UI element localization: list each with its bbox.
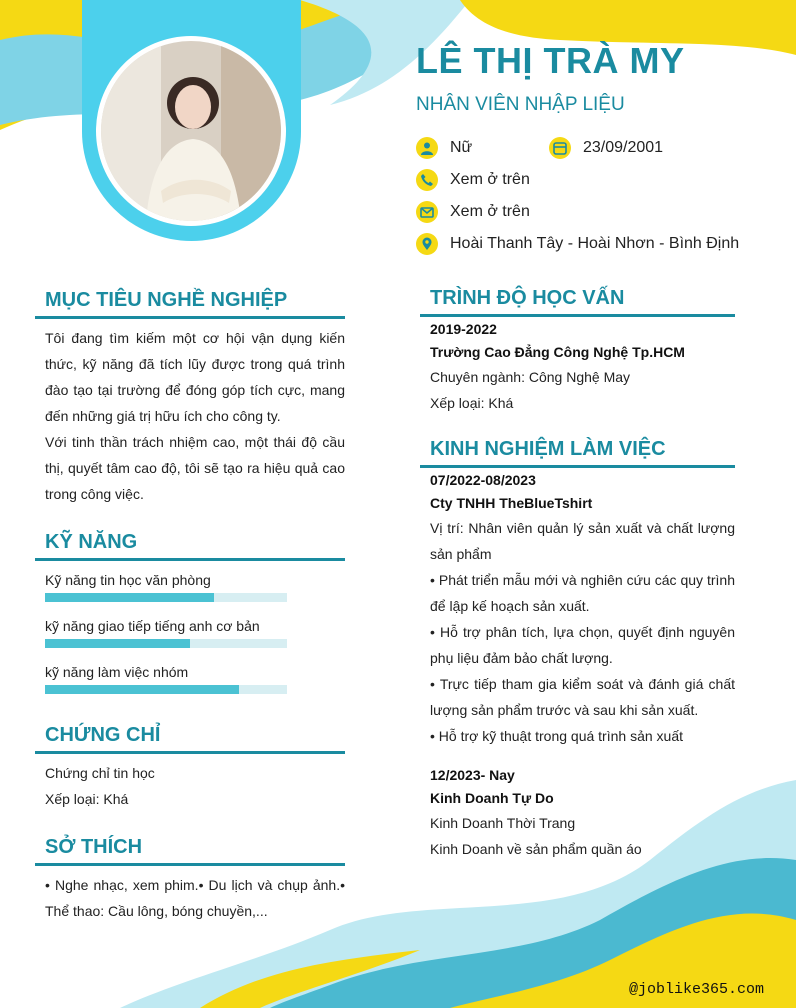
skills-heading: KỸ NĂNG [45, 531, 138, 553]
footer-watermark: @joblike365.com [628, 981, 764, 998]
email-value: Xem ở trên [450, 203, 530, 220]
hobbies-text: • Nghe nhạc, xem phim.• Du lịch và chụp ảnh.• Thể thao: Cầu lông, bóng chuyền,... [45, 877, 345, 919]
education-school: Trường Cao Đẳng Công Nghệ Tp.HCM [430, 344, 685, 360]
certificate-name: Chứng chỉ tin học [45, 765, 155, 781]
user-icon [416, 137, 438, 159]
phone-icon [416, 169, 438, 191]
birthdate-row [549, 137, 663, 159]
job-period: 12/2023- Nay [430, 767, 515, 783]
objective-rule [35, 316, 345, 319]
skill-bar-track [45, 685, 287, 694]
hobbies-rule [35, 863, 345, 866]
phone-value: Xem ở trên [450, 171, 530, 188]
certificate-grade: Xếp loại: Khá [45, 791, 129, 807]
certificates-rule [35, 751, 345, 754]
job-period: 07/2022-08/2023 [430, 472, 536, 488]
job-detail: Kinh Doanh về sản phẩm quần áo [430, 841, 642, 857]
job-company: Kinh Doanh Tự Do [430, 790, 554, 806]
skill-label: Kỹ năng tin học văn phòng [45, 572, 211, 588]
objective-heading: MỤC TIÊU NGHỀ NGHIỆP [45, 289, 288, 311]
address-value: Hoài Thanh Tây - Hoài Nhơn - Bình Định [450, 235, 740, 252]
experience-rule [420, 465, 735, 468]
birthdate-value: 23/09/2001 [583, 139, 664, 156]
skill-bar-track [45, 593, 287, 602]
objective-paragraph-2: Với tinh thần trách nhiệm cao, một thái độ cầu thị, quyết tâm cao độ, tôi sẽ tạo ra hiệu quả cao trong công việc. [45, 434, 345, 502]
job-detail: Kinh Doanh Thời Trang [430, 815, 576, 831]
job-bullet: • Trực tiếp tham gia kiểm soát và đánh giá chất lượng sản phẩm trước và sau khi sản xuất. [430, 676, 735, 718]
skill-label: kỹ năng giao tiếp tiếng anh cơ bản [45, 618, 260, 634]
hobbies-heading: SỞ THÍCH [45, 836, 143, 858]
job-bullet: • Hỗ trợ kỹ thuật trong quá trình sản xuất [430, 728, 683, 744]
education-period: 2019-2022 [430, 321, 497, 337]
address-row [416, 233, 739, 255]
job-bullet: • Phát triển mẫu mới và nghiên cứu các quy trình để lập kế hoạch sản xuất. [430, 572, 735, 614]
certificates-heading: CHỨNG CHỈ [45, 724, 161, 746]
experience-heading: KINH NGHIỆM LÀM VIỆC [430, 438, 666, 460]
job-title: NHÂN VIÊN NHẬP LIỆU [416, 94, 625, 115]
education-rule [420, 314, 735, 317]
phone-row [416, 169, 530, 191]
skill-label: kỹ năng làm việc nhóm [45, 664, 189, 680]
skills-rule [35, 558, 345, 561]
skill-bar-fill [45, 639, 190, 648]
email-row [416, 201, 530, 223]
skill-bar-fill [45, 593, 214, 602]
profile-photo [101, 41, 281, 221]
calendar-icon [549, 137, 571, 159]
gender-row [416, 137, 472, 159]
objective-paragraph-1: Tôi đang tìm kiếm một cơ hội vận dụng kiến thức, kỹ năng đã tích lũy được trong quá trình đào tạo tại trường để đóng góp tích cực, mang đến những giá trị hữu ích cho công ty. [45, 330, 345, 424]
education-heading: TRÌNH ĐỘ HỌC VẤN [430, 287, 625, 309]
candidate-name: LÊ THỊ TRÀ MY [416, 40, 685, 81]
mail-icon [416, 201, 438, 223]
skill-bar-track [45, 639, 287, 648]
skill-bar-fill [45, 685, 239, 694]
location-pin-icon [416, 233, 438, 255]
gender-value: Nữ [450, 139, 473, 156]
job-company: Cty TNHH TheBlueTshirt [430, 495, 593, 511]
education-major: Chuyên ngành: Công Nghệ May [430, 369, 631, 385]
job-role: Vị trí: Nhân viên quản lý sản xuất và chất lượng sản phẩm [430, 520, 735, 562]
education-grade: Xếp loại: Khá [430, 395, 514, 411]
job-bullet: • Hỗ trợ phân tích, lựa chọn, quyết định nguyên phụ liệu đảm bảo chất lượng. [430, 624, 735, 666]
